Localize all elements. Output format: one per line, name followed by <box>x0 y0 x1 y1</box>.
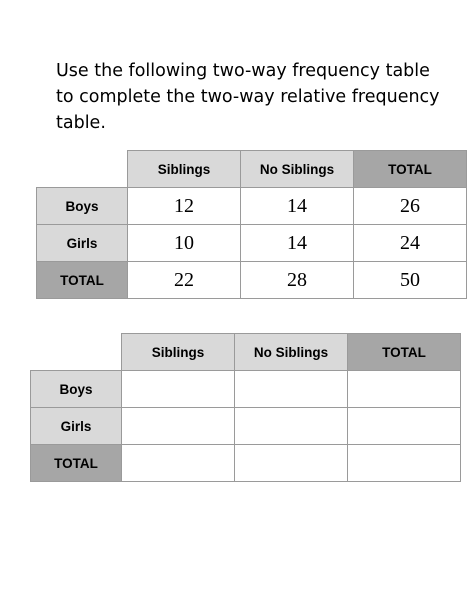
instructions-line: table. <box>56 113 106 133</box>
answer-cell-boys-no-siblings[interactable] <box>235 371 348 408</box>
cell-total-total: 50 <box>354 262 467 299</box>
answer-cell-total-no-siblings[interactable] <box>235 445 348 482</box>
answer-cell-girls-siblings[interactable] <box>122 408 235 445</box>
corner-cell <box>37 151 128 188</box>
column-header-no-siblings: No Siblings <box>241 151 354 188</box>
table-row-girls <box>31 408 461 445</box>
instructions-text <box>56 58 446 136</box>
column-header-total: TOTAL <box>348 334 461 371</box>
table-row-girls <box>37 225 467 262</box>
table-row-total <box>37 262 467 299</box>
row-header-total: TOTAL <box>31 445 122 482</box>
table-row-boys <box>31 371 461 408</box>
answer-cell-girls-no-siblings[interactable] <box>235 408 348 445</box>
header-row <box>37 151 467 188</box>
column-header-no-siblings: No Siblings <box>235 334 348 371</box>
table-row-total <box>31 445 461 482</box>
answer-cell-boys-total[interactable] <box>348 371 461 408</box>
instructions-line: to complete the two-way relative frequency <box>56 87 440 107</box>
instructions-line: Use the following two-way frequency table <box>56 61 430 81</box>
row-header-total: TOTAL <box>37 262 128 299</box>
column-header-siblings: Siblings <box>122 334 235 371</box>
column-header-total: TOTAL <box>354 151 467 188</box>
cell-total-siblings: 22 <box>128 262 241 299</box>
row-header-girls: Girls <box>31 408 122 445</box>
table-row-boys <box>37 188 467 225</box>
answer-cell-total-total[interactable] <box>348 445 461 482</box>
cell-boys-siblings: 12 <box>128 188 241 225</box>
answer-cell-girls-total[interactable] <box>348 408 461 445</box>
cell-girls-no-siblings: 14 <box>241 225 354 262</box>
cell-girls-total: 24 <box>354 225 467 262</box>
row-header-boys: Boys <box>31 371 122 408</box>
cell-boys-total: 26 <box>354 188 467 225</box>
cell-total-no-siblings: 28 <box>241 262 354 299</box>
row-header-girls: Girls <box>37 225 128 262</box>
row-header-boys: Boys <box>37 188 128 225</box>
answer-cell-total-siblings[interactable] <box>122 445 235 482</box>
header-row <box>31 334 461 371</box>
relative-frequency-table <box>30 333 461 482</box>
frequency-table <box>36 150 467 299</box>
cell-boys-no-siblings: 14 <box>241 188 354 225</box>
corner-cell <box>31 334 122 371</box>
answer-cell-boys-siblings[interactable] <box>122 371 235 408</box>
column-header-siblings: Siblings <box>128 151 241 188</box>
cell-girls-siblings: 10 <box>128 225 241 262</box>
